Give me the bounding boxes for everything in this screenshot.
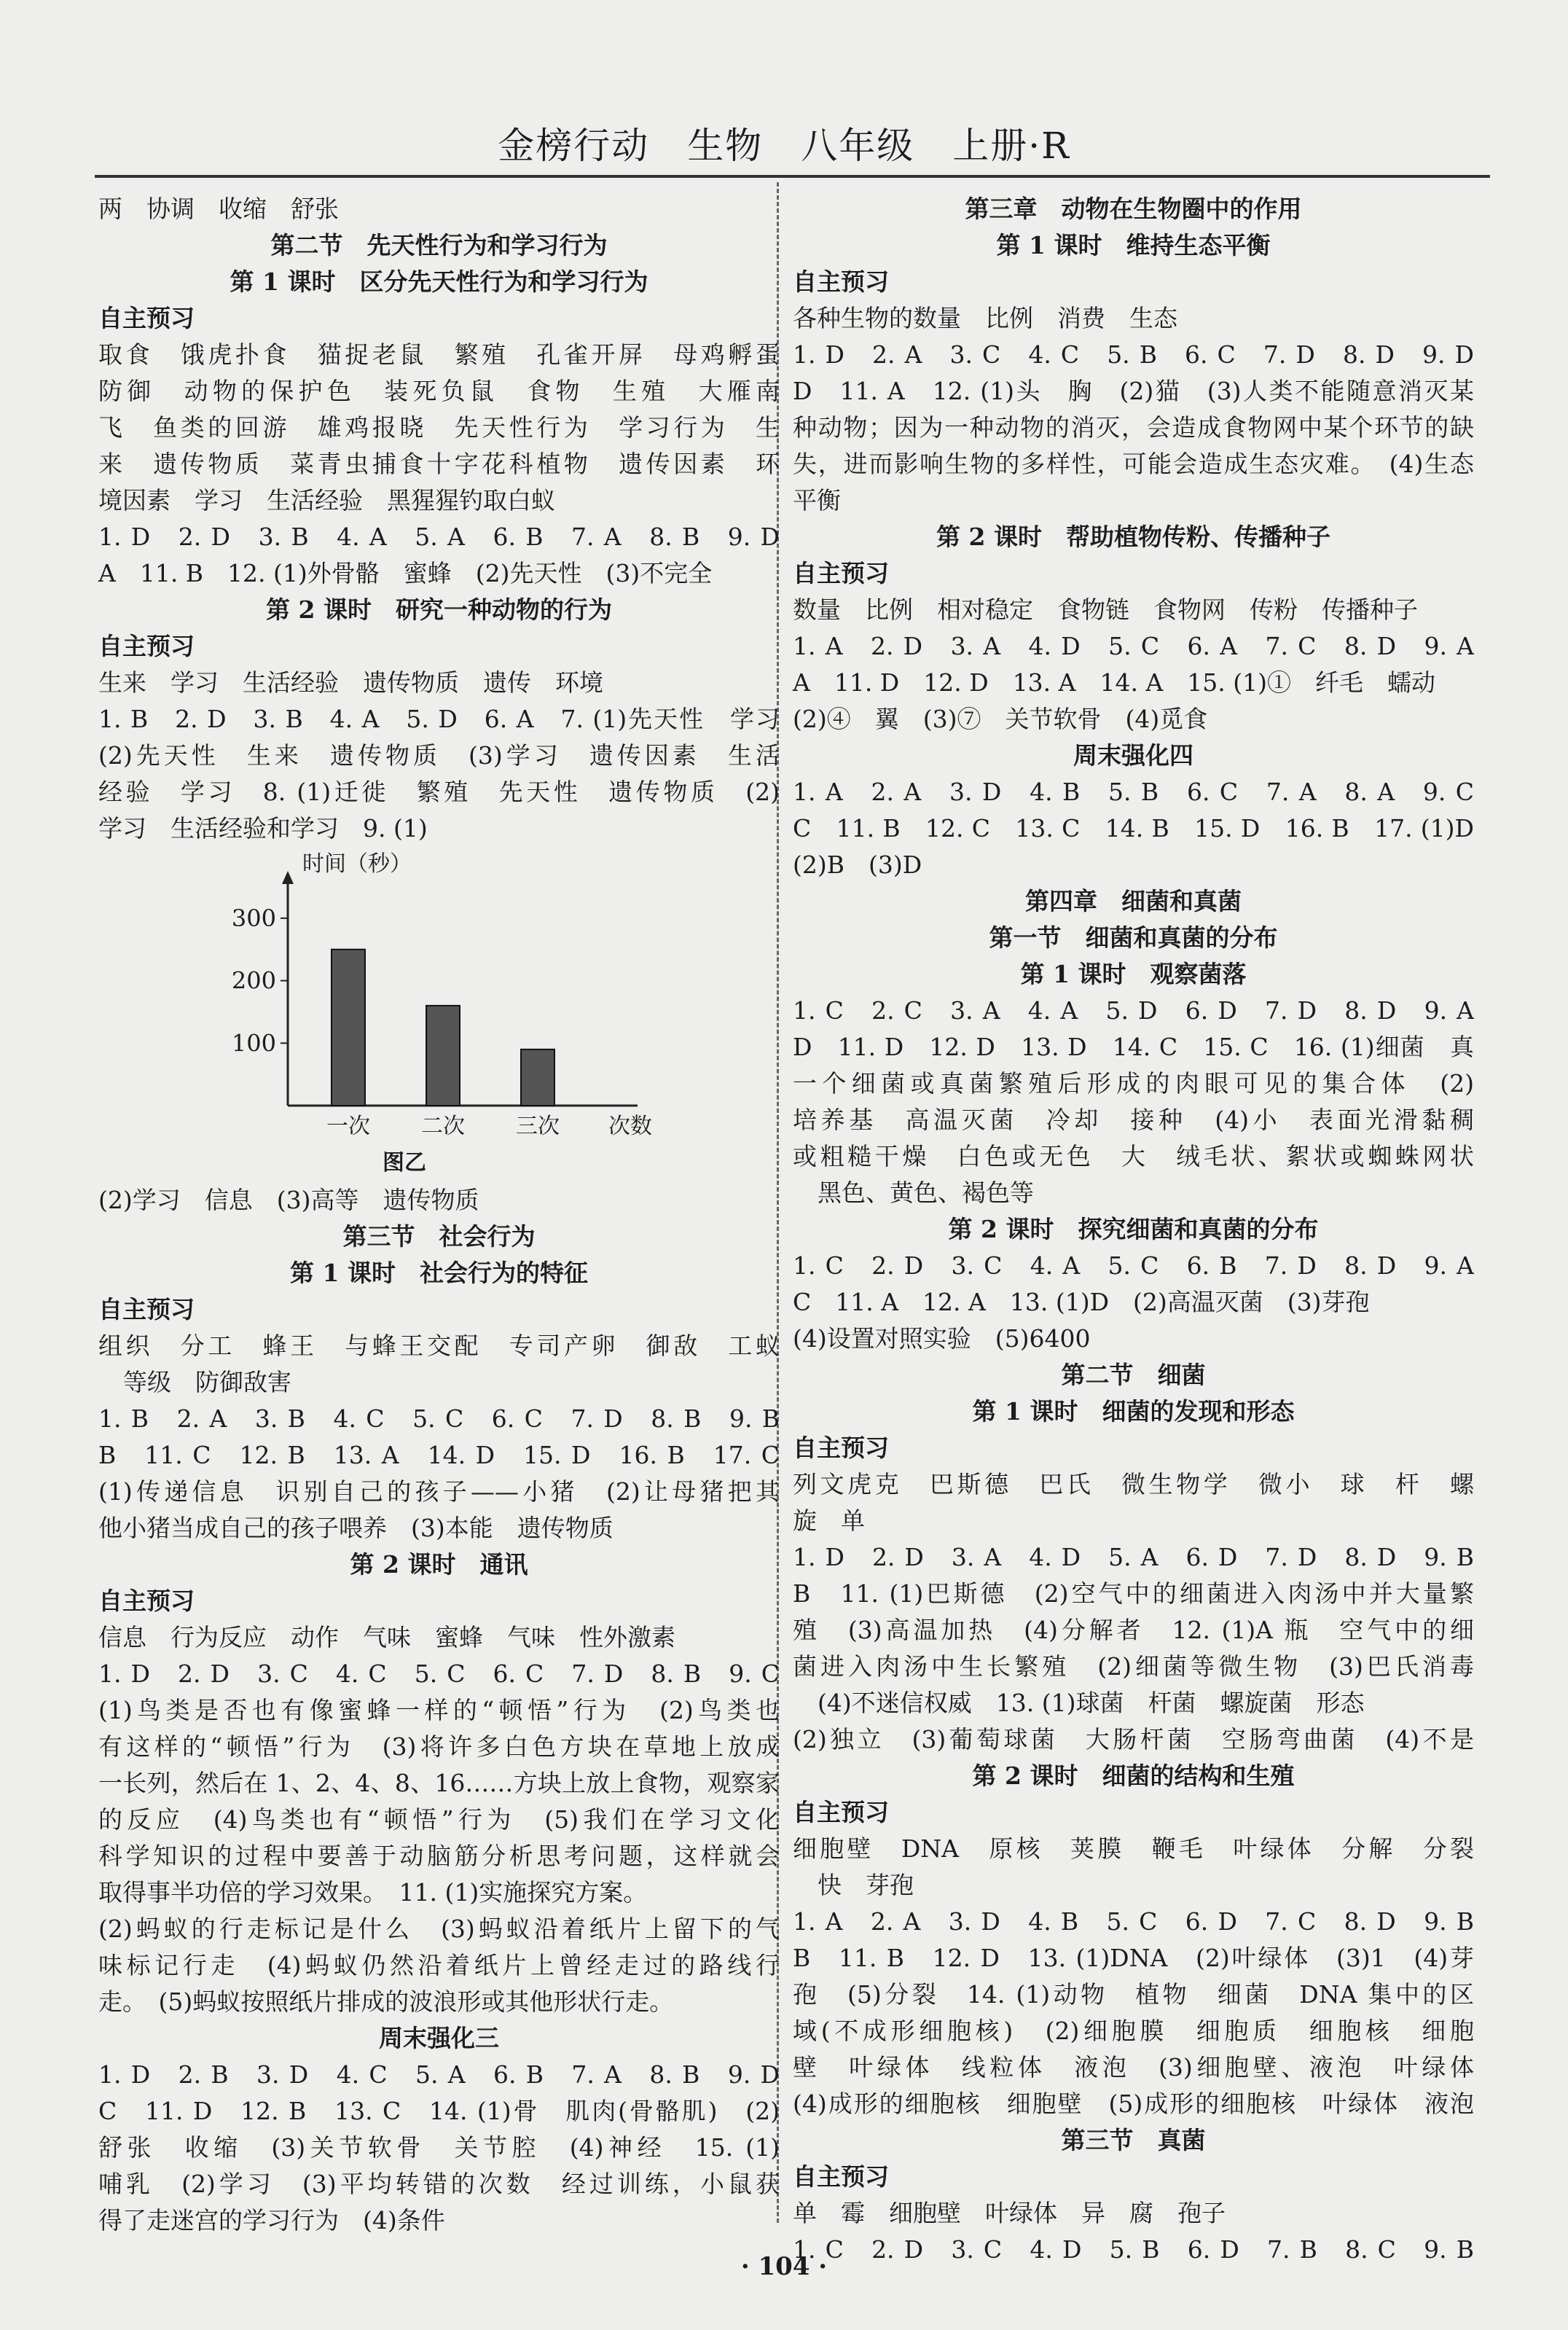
subsection-label: 自主预习 xyxy=(98,1295,195,1324)
page-number: · 104 · xyxy=(740,2252,828,2281)
section-heading: 第二节 细菌 xyxy=(1061,1361,1206,1389)
answer-line: 舒张 收缩 (3)关节软骨 关节腔 (4)神经 15. (1) xyxy=(98,2133,780,2162)
section-heading: 第 2 课时 研究一种动物的行为 xyxy=(266,595,612,624)
answer-line: A 11. B 12. (1)外骨骼 蜜蜂 (2)先天性 (3)不完全 xyxy=(98,559,713,587)
answer-line: 境因素 学习 生活经验 黑猩猩钓取白蚁 xyxy=(98,486,555,515)
answer-line: (1)传递信息 识别自己的孩子——小猪 (2)让母猪把其 xyxy=(98,1477,780,1506)
answer-line: 列文虎克 巴斯德 巴氏 微生物学 微小 球 杆 螺 xyxy=(793,1470,1474,1498)
answer-line: 两 协调 收缩 舒张 xyxy=(98,195,339,223)
subsection-label: 自主预习 xyxy=(793,267,889,296)
answer-line: 得了走迷宫的学习行为 (4)条件 xyxy=(98,2206,445,2235)
answer-line: 1. C 2. D 3. C 4. A 5. C 6. B 7. D 8. D 9. A xyxy=(793,1251,1474,1280)
answer-line: A 11. D 12. D 13. A 14. A 15. (1)① 纤毛 蠕动 xyxy=(793,668,1436,697)
answer-line: 取得事半功倍的学习效果。 11. (1)实施探究方案。 xyxy=(98,1878,648,1907)
section-heading: 第 2 课时 细菌的结构和生殖 xyxy=(972,1762,1295,1790)
answer-line: 1. C 2. D 3. C 4. D 5. B 6. D 7. B 8. C 9. B xyxy=(793,2235,1474,2264)
answer-line: 一个细菌或真菌繁殖后形成的肉眼可见的集合体 (2) xyxy=(793,1069,1474,1098)
answer-line: 1. B 2. A 3. B 4. C 5. C 6. C 7. D 8. B 9. B xyxy=(98,1404,780,1433)
section-heading: 第 2 课时 帮助植物传粉、传播种子 xyxy=(936,523,1330,551)
section-heading: 周末强化三 xyxy=(379,2024,499,2052)
answer-line: 1. B 2. D 3. B 4. A 5. D 6. A 7. (1)先天性 学习 xyxy=(98,705,780,733)
bar-chart-svg xyxy=(98,847,780,1182)
answer-line: 防御 动物的保护色 装死负鼠 食物 生殖 大雁南 xyxy=(98,377,780,405)
answer-line: (1)鸟类是否也有像蜜蜂一样的“顿悟”行为 (2)鸟类也 xyxy=(98,1696,780,1724)
bar-chart xyxy=(98,847,780,1182)
answer-line: 黑色、黄色、褐色等 xyxy=(818,1178,1034,1207)
answer-line: 各种生物的数量 比例 消费 生态 xyxy=(793,304,1177,332)
answer-line: 培养基 高温灭菌 冷却 接种 (4)小 表面光滑黏稠 xyxy=(793,1106,1474,1134)
answer-line: 走。 (5)蚂蚁按照纸片排成的波浪形或其他形状行走。 xyxy=(98,1987,674,2016)
section-heading: 第 1 课时 区分先天性行为和学习行为 xyxy=(230,267,648,296)
section-heading: 第 2 课时 探究细菌和真菌的分布 xyxy=(948,1215,1319,1243)
answer-line: 失，进而影响生物的多样性，可能会造成生态灾难。 (4)生态 xyxy=(793,450,1474,478)
chart-caption: 图乙 xyxy=(383,1150,426,1176)
answer-line: 1. D 2. D 3. B 4. A 5. A 6. B 7. A 8. B 9. D xyxy=(98,523,780,551)
y-tick-label: 200 xyxy=(231,966,276,995)
answer-line: C 11. B 12. C 13. C 14. B 15. D 16. B 17. (1)D xyxy=(793,814,1474,843)
answer-line: 飞 鱼类的回游 雄鸡报晓 先天性行为 学习行为 生 xyxy=(98,413,780,442)
subsection-label: 自主预习 xyxy=(793,559,889,587)
section-heading: 第三章 动物在生物圈中的作用 xyxy=(965,195,1302,223)
right-column xyxy=(793,191,1474,2268)
section-heading: 第 1 课时 观察菌落 xyxy=(1020,960,1247,988)
answer-line: 来 遗传物质 菜青虫捕食十字花科植物 遗传因素 环 xyxy=(98,450,780,478)
answer-line: 经验 学习 8. (1)迁徙 繁殖 先天性 遗传物质 (2) xyxy=(98,778,780,806)
section-heading: 第 2 课时 通讯 xyxy=(350,1550,528,1579)
answer-line: 细胞壁 DNA 原核 荚膜 鞭毛 叶绿体 分解 分裂 xyxy=(793,1834,1474,1863)
answer-line: 1. A 2. D 3. A 4. D 5. C 6. A 7. C 8. D 9. A xyxy=(793,632,1474,660)
answer-line: 单 霉 细胞壁 叶绿体 异 腐 孢子 xyxy=(793,2199,1226,2227)
answer-line: 的反应 (4)鸟类也有“顿悟”行为 (5)我们在学习文化 xyxy=(98,1805,780,1834)
bar xyxy=(426,1006,460,1106)
answer-line: 有这样的“顿悟”行为 (3)将许多白色方块在草地上放成 xyxy=(98,1732,780,1761)
x-tick-label: 二次 xyxy=(421,1114,465,1139)
y-axis-label: 时间（秒） xyxy=(302,851,412,877)
answer-line: 1. C 2. C 3. A 4. A 5. D 6. D 7. D 8. D 9. A xyxy=(793,996,1474,1025)
page-header: 金榜行动 生物 八年级 上册·R xyxy=(498,125,1070,167)
subsection-label: 自主预习 xyxy=(793,1798,889,1826)
answer-line: 1. A 2. A 3. D 4. B 5. C 6. D 7. C 8. D 9. B xyxy=(793,1907,1474,1936)
section-heading: 第 1 课时 社会行为的特征 xyxy=(290,1259,588,1287)
subsection-label: 自主预习 xyxy=(793,1434,889,1462)
answer-line: (2)先天性 生来 遗传物质 (3)学习 遗传因素 生活 xyxy=(98,741,780,770)
answer-line: (2)B (3)D xyxy=(793,851,922,879)
x-axis-label: 次数 xyxy=(608,1114,652,1139)
subsection-label: 自主预习 xyxy=(98,632,195,660)
subsection-label: 自主预习 xyxy=(98,304,195,332)
answer-line: 快 芽孢 xyxy=(818,1871,914,1899)
answer-line: 菌进入肉汤中生长繁殖 (2)细菌等微生物 (3)巴氏消毒 xyxy=(793,1652,1474,1681)
section-heading: 第 1 课时 维持生态平衡 xyxy=(996,231,1271,259)
answer-line: 1. D 2. D 3. A 4. D 5. A 6. D 7. D 8. D 9. B xyxy=(793,1543,1474,1571)
section-heading: 周末强化四 xyxy=(1073,741,1193,770)
answer-line: 生来 学习 生活经验 遗传物质 遗传 环境 xyxy=(98,668,603,697)
answer-line: 1. D 2. D 3. C 4. C 5. C 6. C 7. D 8. B 9. C xyxy=(98,1659,780,1688)
answer-line: 信息 行为反应 动作 气味 蜜蜂 气味 性外激素 xyxy=(98,1623,675,1651)
bar xyxy=(332,950,365,1106)
answer-line: 组织 分工 蜂王 与蜂王交配 专司产卵 御敌 工蚁 xyxy=(98,1332,780,1360)
answer-line: 一长列，然后在 1、2、4、8、16……方块上放上食物，观察家 xyxy=(98,1769,780,1797)
answer-line: C 11. A 12. A 13. (1)D (2)高温灭菌 (3)芽孢 xyxy=(793,1288,1370,1316)
y-tick-label: 300 xyxy=(231,904,276,932)
answer-line: C 11. D 12. B 13. C 14. (1)骨 肌肉(骨骼肌) (2) xyxy=(98,2097,780,2125)
x-tick-label: 三次 xyxy=(516,1114,560,1139)
answer-line: 科学知识的过程中要善于动脑筋分析思考问题，这样就会 xyxy=(98,1842,780,1870)
x-tick-label: 一次 xyxy=(326,1114,370,1139)
answer-line: (4)成形的细胞核 细胞壁 (5)成形的细胞核 叶绿体 液泡 xyxy=(793,2089,1474,2118)
section-heading: 第二节 先天性行为和学习行为 xyxy=(270,231,608,259)
section-heading: 第四章 细菌和真菌 xyxy=(1025,887,1242,915)
section-heading: 第一节 细菌和真菌的分布 xyxy=(989,923,1278,952)
subsection-label: 自主预习 xyxy=(98,1587,195,1615)
bar xyxy=(521,1049,554,1106)
answer-line: 味标记行走 (4)蚂蚁仍然沿着纸片上曾经走过的路线行 xyxy=(98,1951,780,1979)
answer-line: B 11. C 12. B 13. A 14. D 15. D 16. B 17. C xyxy=(98,1441,780,1469)
subsection-label: 自主预习 xyxy=(793,2162,889,2191)
answer-line: 他小猪当成自己的孩子喂养 (3)本能 遗传物质 xyxy=(98,1514,614,1542)
section-heading: 第三节 真菌 xyxy=(1061,2126,1206,2154)
answer-line: B 11. B 12. D 13. (1)DNA (2)叶绿体 (3)1 (4)芽 xyxy=(793,1944,1474,1972)
answer-line: 取食 饿虎扑食 猫捉老鼠 繁殖 孔雀开屏 母鸡孵蛋 xyxy=(98,340,780,369)
answer-line: (2)蚂蚁的行走标记是什么 (3)蚂蚁沿着纸片上留下的气 xyxy=(98,1915,780,1943)
answer-line: 数量 比例 相对稳定 食物链 食物网 传粉 传播种子 xyxy=(793,595,1418,624)
answer-line: D 11. D 12. D 13. D 14. C 15. C 16. (1)细菌 真 xyxy=(793,1033,1474,1061)
section-heading: 第 1 课时 细菌的发现和形态 xyxy=(972,1397,1295,1426)
answer-line: 哺乳 (2)学习 (3)平均转错的次数 经过训练，小鼠获 xyxy=(98,2170,780,2198)
answer-line: (2)④ 翼 (3)⑦ 关节软骨 (4)觅食 xyxy=(793,705,1208,733)
answer-line: D 11. A 12. (1)头 胸 (2)猫 (3)人类不能随意消灭某 xyxy=(793,377,1474,405)
answer-line: 殖 (3)高温加热 (4)分解者 12. (1)A 瓶 空气中的细 xyxy=(793,1616,1474,1644)
answer-line: 种动物；因为一种动物的消灭，会造成食物网中某个环节的缺 xyxy=(793,413,1474,442)
answer-line: (4)设置对照实验 (5)6400 xyxy=(793,1324,1091,1353)
answer-line: (2)独立 (3)葡萄球菌 大肠杆菌 空肠弯曲菌 (4)不是 xyxy=(793,1725,1474,1754)
section-heading: 第三节 社会行为 xyxy=(342,1222,536,1251)
answer-line: 1. A 2. A 3. D 4. B 5. B 6. C 7. A 8. A 9. C xyxy=(793,778,1474,806)
y-axis-arrow xyxy=(282,871,294,884)
answer-line: 1. D 2. A 3. C 4. C 5. B 6. C 7. D 8. D 9. D xyxy=(793,340,1474,369)
answer-line: 域(不成形细胞核) (2)细胞膜 细胞质 细胞核 细胞 xyxy=(793,2017,1474,2045)
answer-line: 学习 生活经验和学习 9. (1) xyxy=(98,814,428,843)
answer-line: 壁 叶绿体 线粒体 液泡 (3)细胞壁、液泡 叶绿体 xyxy=(793,2053,1474,2081)
answer-line: 孢 (5)分裂 14. (1)动物 植物 细菌 DNA 集中的区 xyxy=(793,1980,1474,2009)
answer-line: B 11. (1)巴斯德 (2)空气中的细菌进入肉汤中并大量繁 xyxy=(793,1579,1474,1608)
header-rule xyxy=(95,175,1490,178)
answer-line: (4)不迷信权威 13. (1)球菌 杆菌 螺旋菌 形态 xyxy=(818,1689,1365,1717)
answer-line: (2)学习 信息 (3)高等 遗传物质 xyxy=(98,1186,479,1214)
answer-line: 或粗糙干燥 白色或无色 大 绒毛状、絮状或蜘蛛网状 xyxy=(793,1142,1474,1170)
answer-line: 等级 防御敌害 xyxy=(123,1368,291,1396)
answer-line: 旋 单 xyxy=(793,1506,865,1535)
left-column xyxy=(98,191,780,2239)
answer-line: 1. D 2. B 3. D 4. C 5. A 6. B 7. A 8. B 9. D xyxy=(98,2060,780,2089)
answer-line: 平衡 xyxy=(793,486,841,515)
y-tick-label: 100 xyxy=(231,1029,276,1058)
